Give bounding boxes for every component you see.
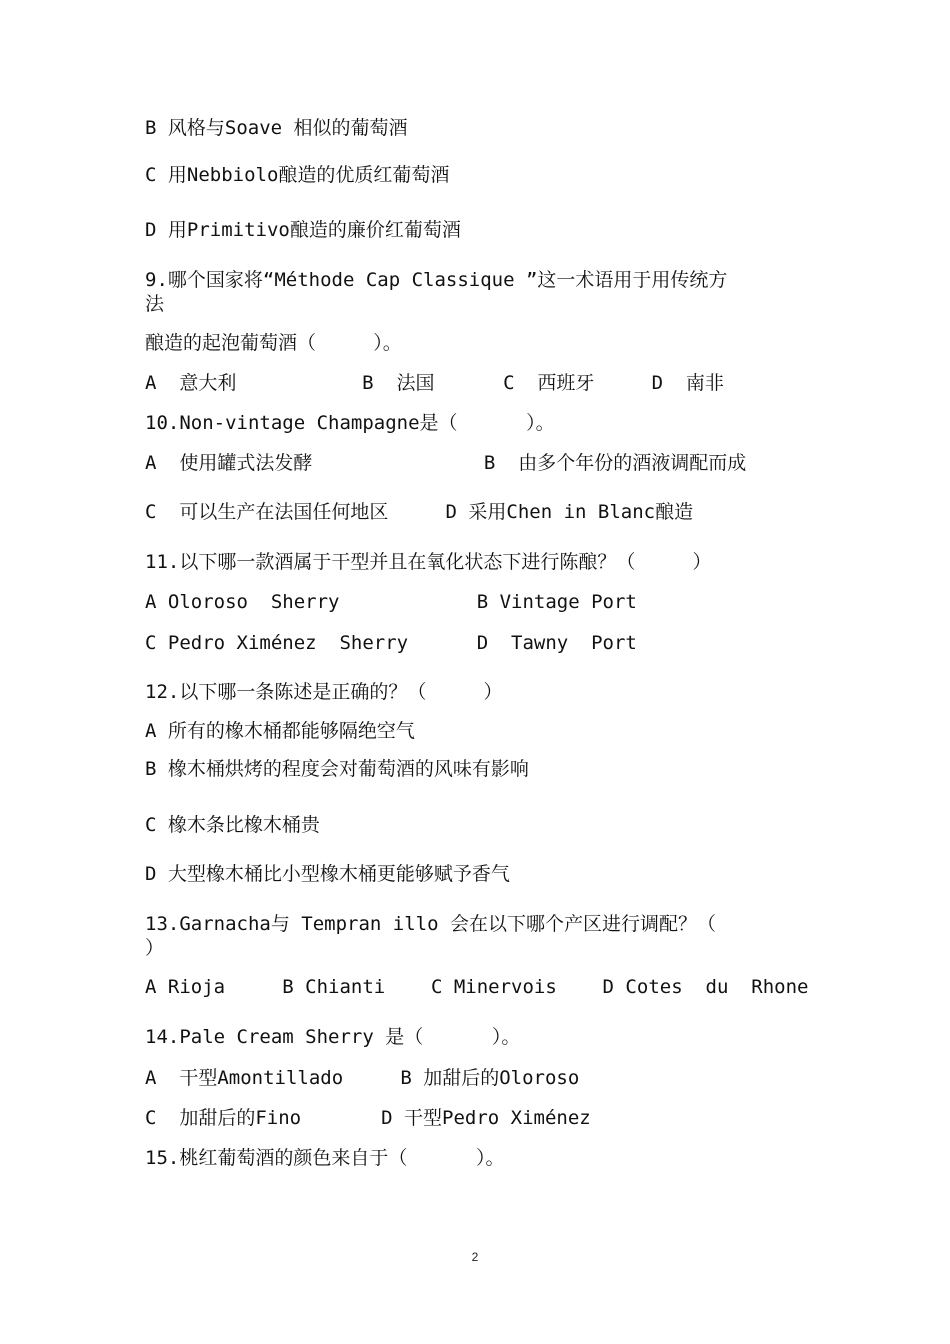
question-15: 15.桃红葡萄酒的颜色来自于（ ）。: [145, 1147, 505, 1169]
question-13-cont: ）: [145, 937, 165, 959]
options-q14-cd: C 加甜后的Fino D 干型Pedro Ximénez: [145, 1107, 591, 1129]
option-a-q12: A 所有的橡木桶都能够隔绝空气: [145, 720, 415, 742]
option-b-q12: B 橡木桶烘烤的程度会对葡萄酒的风味有影响: [145, 758, 529, 780]
options-q10-ab: A 使用罐式法发酵 B 由多个年份的酒液调配而成: [145, 452, 747, 474]
options-q11-ab: A Oloroso Sherry B Vintage Port: [145, 591, 637, 613]
option-d-q12: D 大型橡木桶比小型橡木桶更能够赋予香气: [145, 863, 510, 885]
option-c-q8: C 用Nebbiolo酿造的优质红葡萄酒: [145, 164, 450, 186]
question-10: 10.Non-vintage Champagne是（ ）。: [145, 412, 555, 434]
question-9: 9.哪个国家将“Méthode Cap Classique ”这一术语用于用传统方: [145, 269, 728, 291]
question-11: 11.以下哪一款酒属于干型并且在氧化状态下进行陈酿？（ ）: [145, 551, 712, 573]
question-12: 12.以下哪一条陈述是正确的？（ ）: [145, 681, 503, 703]
question-13: 13.Garnacha与 Tempran illo 会在以下哪个产区进行调配？（: [145, 913, 716, 935]
question-9-cont2: 酿造的起泡葡萄酒（ ）。: [145, 332, 402, 354]
options-q13: A Rioja B Chianti C Minervois D Cotes du Rhone: [145, 976, 809, 998]
options-q10-cd: C 可以生产在法国任何地区 D 采用Chen in Blanc酿造: [145, 501, 694, 523]
options-q14-ab: A 干型Amontillado B 加甜后的Oloroso: [145, 1067, 580, 1089]
options-q9: A 意大利 B 法国 C 西班牙 D 南非: [145, 372, 724, 394]
option-d-q8: D 用Primitivo酿造的廉价红葡萄酒: [145, 219, 461, 241]
option-c-q12: C 橡木条比橡木桶贵: [145, 814, 320, 836]
options-q11-cd: C Pedro Ximénez Sherry D Tawny Port: [145, 632, 637, 654]
question-9-cont: 法: [145, 293, 165, 315]
option-b-q8: B 风格与Soave 相似的葡萄酒: [145, 117, 408, 139]
page-number: 2: [471, 1250, 479, 1264]
question-14: 14.Pale Cream Sherry 是（ ）。: [145, 1026, 521, 1048]
